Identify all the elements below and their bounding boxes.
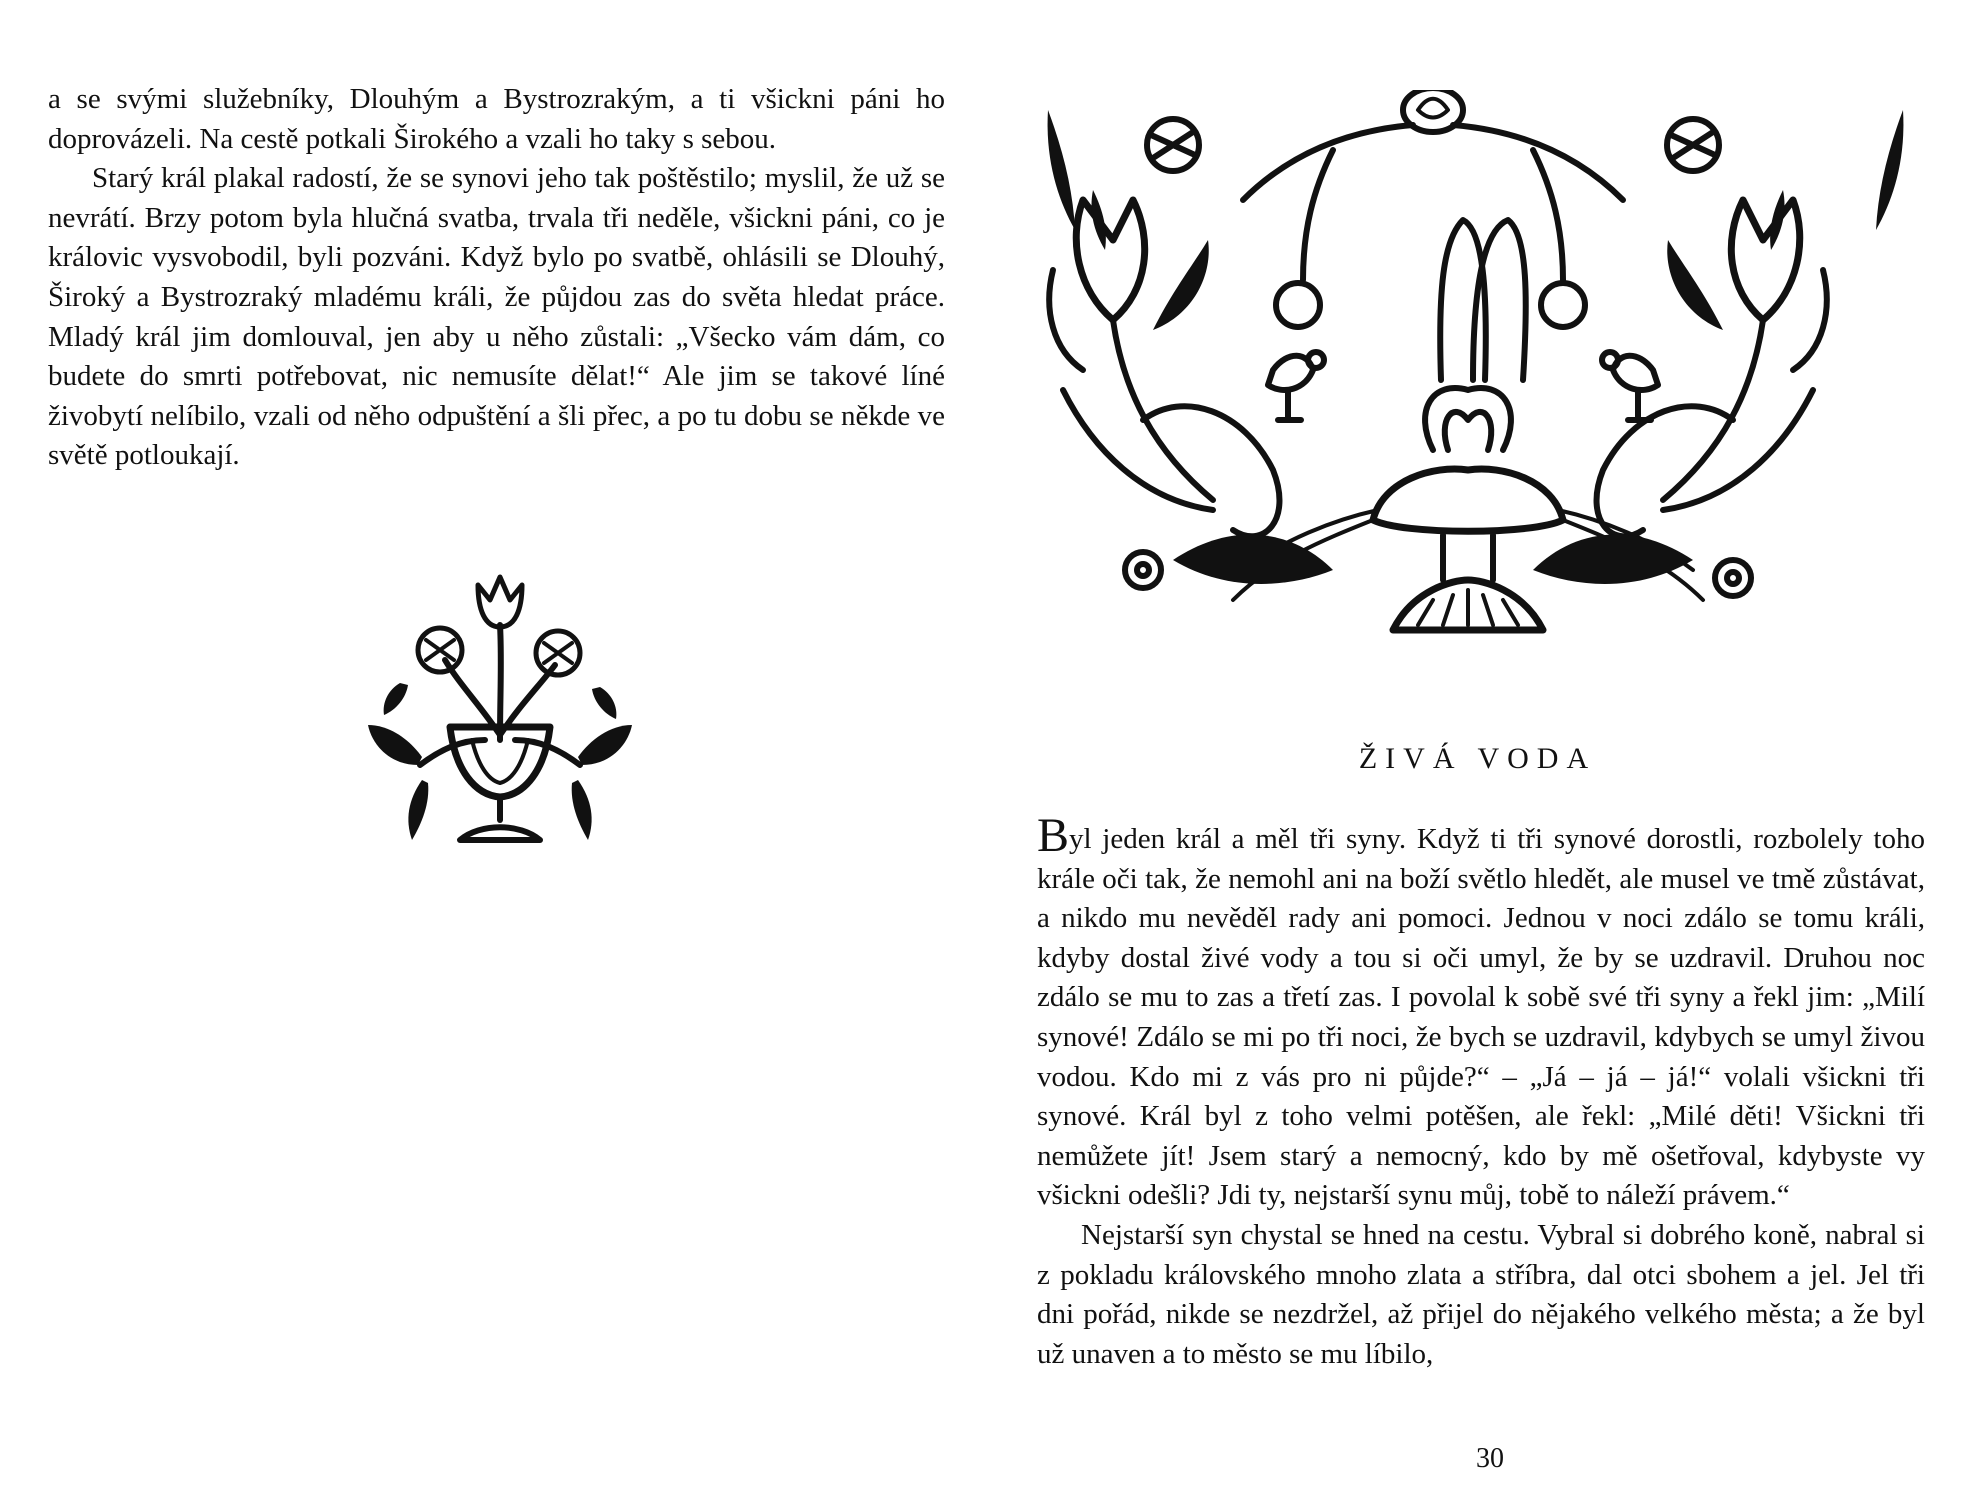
right-paragraph-1	[1037, 809, 1925, 1216]
fountain-birds-ornament-icon	[1033, 90, 1927, 675]
page-number: 30	[1476, 1443, 1504, 1474]
right-page	[985, 0, 1970, 1500]
left-page-text	[48, 80, 945, 476]
right-page-text	[1037, 809, 1925, 1374]
left-paragraph-1: a se svými služebníky, Dlouhým a Bystrozrakým, a ti všickni páni ho doprovázeli. Na cestě potkali Širokého a vzali ho taky s sebou.	[48, 83, 945, 155]
drop-cap: B	[1037, 809, 1070, 862]
right-paragraph-2: Nejstarší syn chystal se hned na cestu. Vybral si dobrého koně, nabral si z pokladu královského mnoho zlata a stříbra, dal otci sbohem a jel. Jel tři dni pořád, nikde se nezdržel, až přijel do nějakého velkého města; a že byl už unaven a to město se mu líbilo,	[1037, 1218, 1925, 1370]
left-paragraph-2: Starý král plakal radostí, že se synovi jeho tak poštěstilo; myslil, že už se nevrátí. Brzy potom byla hlučná svatba, trvala tři neděle, všickni páni, co je královic vysvobodil, byli pozváni. Když bylo po svatbě, ohlásili se Dlouhý, Široký a Bystrozraký mladému králi, že půjdou zas do světa hledat práce. Mladý král jim domlouval, jen aby u něho zůstali: „Všecko vám dám, co budete do smrti potřebovat, nic nemusíte dělat!“ Ale jim se takové líné živobytí nelíbilo, vzali od něho odpuštění a šli přec, a po tu dobu se někde ve světě potloukají.	[48, 162, 945, 472]
chapter-title: ŽIVÁ VODA	[1358, 742, 1597, 775]
right-paragraph-1-text: yl jeden král a měl tři syny. Když ti tři synové dorostli, rozbolely toho krále oči tak, že nemohl ani na boží světlo hledět, ale musel ve tmě zůstávat, a nikdo mu nevěděl rady ani pomoci. Jednou v noci zdálo se tomu králi, kdyby dostal živé vody a tou si oči umyl, že by se uzdravil. Druhou noc zdálo se mu to zas a třetí zas. I povolal k sobě své tři syny a řekl jim: „Milí synové! Zdálo se mi po tři noci, že bych se uzdravil, kdybych se umyl živou vodou. Kdo mi z vás pro ni půjde?“ – „Já – já – já!“ volali všickni tři synové. Král byl z toho velmi potěšen, ale řekl: „Milé děti! Všickni tři nemůžete jít! Jsem starý a nemocný, kdo by mě ošetřoval, kdybyste vy všickni odešli? Jdi ty, nejstarší synu můj, tobě to náleží právem.“	[1037, 823, 1925, 1212]
flower-vase-icon	[360, 565, 640, 855]
